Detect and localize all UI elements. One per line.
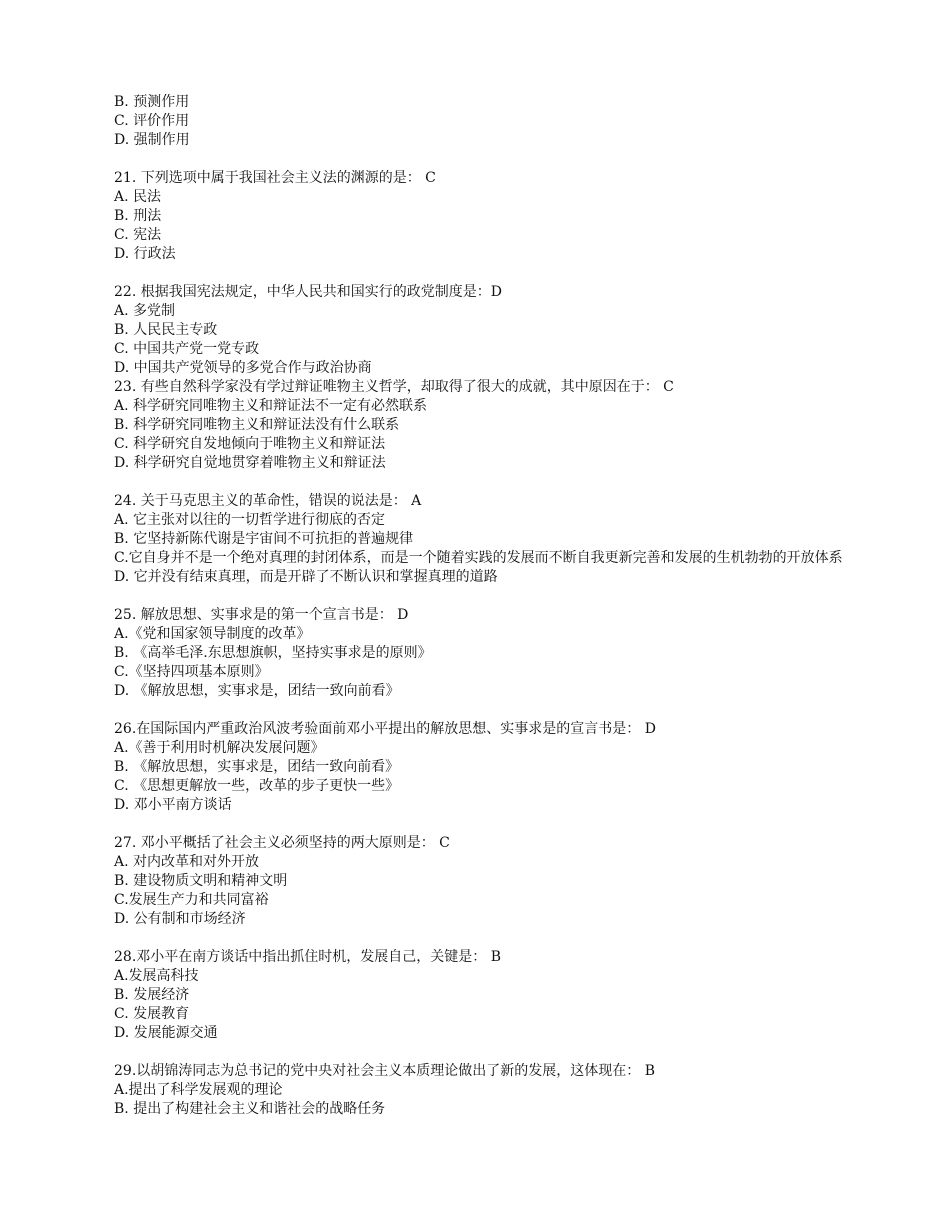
question-line: 23. 有些自然科学家没有学过辩证唯物主义哲学，却取得了很大的成就，其中原因在于： C [114, 379, 674, 395]
option-line: B. 《高举毛泽.东思想旗帜，坚持实事求是的原则》 [114, 645, 432, 661]
option-line: B. 提出了构建社会主义和谐社会的战略任务 [114, 1101, 386, 1117]
option-line: D. 它并没有结束真理，而是开辟了不断认识和掌握真理的道路 [114, 569, 498, 585]
option-line: B. 它坚持新陈代谢是宇宙间不可抗拒的普遍规律 [114, 531, 414, 547]
option-line: C.发展生产力和共同富裕 [114, 892, 269, 908]
option-line: A.《善于利用时机解决发展问题》 [114, 740, 325, 756]
option-line: D. 邓小平南方谈话 [114, 797, 232, 813]
question-line: 27. 邓小平概括了社会主义必须坚持的两大原则是： C [114, 835, 450, 851]
option-line: A. 民法 [114, 189, 162, 205]
option-line: A.发展高科技 [114, 968, 199, 984]
blank-line [114, 264, 854, 283]
blank-line [114, 815, 854, 834]
option-line: B. 刑法 [114, 208, 162, 224]
option-line: C.它自身并不是一个绝对真理的封闭体系，而是一个随着实践的发展而不断自我更新完善和发展的生机勃勃的开放体系 [114, 550, 843, 566]
blank-line [114, 929, 854, 948]
option-line: A.提出了科学发展观的理论 [114, 1082, 283, 1098]
question-line: 22. 根据我国宪法规定，中华人民共和国实行的政党制度是：D [114, 284, 502, 300]
option-line: B. 发展经济 [114, 987, 190, 1003]
option-line: C. 《思想更解放一些，改革的步子更快一些》 [114, 778, 400, 794]
option-line: A. 对内改革和对外开放 [114, 854, 260, 870]
blank-line [114, 150, 854, 169]
option-line: A. 它主张对以往的一切哲学进行彻底的否定 [114, 512, 386, 528]
option-line: B. 人民民主专政 [114, 322, 218, 338]
option-line: D. 强制作用 [114, 132, 190, 148]
option-line: D. 科学研究自觉地贯穿着唯物主义和辩证法 [114, 455, 386, 471]
blank-line [114, 587, 854, 606]
option-line: C.《坚持四项基本原则》 [114, 664, 269, 680]
blank-line [114, 1043, 854, 1062]
document-body [114, 93, 854, 1119]
option-line: D. 中国共产党领导的多党合作与政治协商 [114, 360, 372, 376]
option-line: C. 发展教育 [114, 1006, 190, 1022]
option-line: C. 宪法 [114, 227, 162, 243]
option-line: D. 《解放思想，实事求是，团结一致向前看》 [114, 683, 400, 699]
option-line: D. 公有制和市场经济 [114, 911, 246, 927]
question-line: 21. 下列选项中属于我国社会主义法的渊源的是： C [114, 170, 436, 186]
option-line: B. 科学研究同唯物主义和辩证法没有什么联系 [114, 417, 400, 433]
question-line: 24. 关于马克思主义的革命性，错误的说法是： A [114, 493, 422, 509]
option-line: A. 多党制 [114, 303, 176, 319]
option-line: A.《党和国家领导制度的改革》 [114, 626, 311, 642]
blank-line [114, 473, 854, 492]
option-line: D. 行政法 [114, 246, 176, 262]
option-line: C. 评价作用 [114, 113, 190, 129]
question-line: 26.在国际国内严重政治风波考验面前邓小平提出的解放思想、实事求是的宣言书是： D [114, 721, 656, 737]
option-line: A. 科学研究同唯物主义和辩证法不一定有必然联系 [114, 398, 428, 414]
option-line: C. 中国共产党一党专政 [114, 341, 260, 357]
option-line: D. 发展能源交通 [114, 1025, 218, 1041]
option-line: B. 建设物质文明和精神文明 [114, 873, 288, 889]
question-line: 29.以胡锦涛同志为总书记的党中央对社会主义本质理论做出了新的发展，这体现在： B [114, 1063, 656, 1079]
option-line: C. 科学研究自发地倾向于唯物主义和辩证法 [114, 436, 386, 452]
question-line: 25. 解放思想、实事求是的第一个宣言书是： D [114, 607, 409, 623]
option-line: B. 预测作用 [114, 94, 190, 110]
question-line: 28.邓小平在南方谈话中指出抓住时机，发展自己，关键是： B [114, 949, 502, 965]
blank-line [114, 701, 854, 720]
option-line: B. 《解放思想，实事求是，团结一致向前看》 [114, 759, 400, 775]
